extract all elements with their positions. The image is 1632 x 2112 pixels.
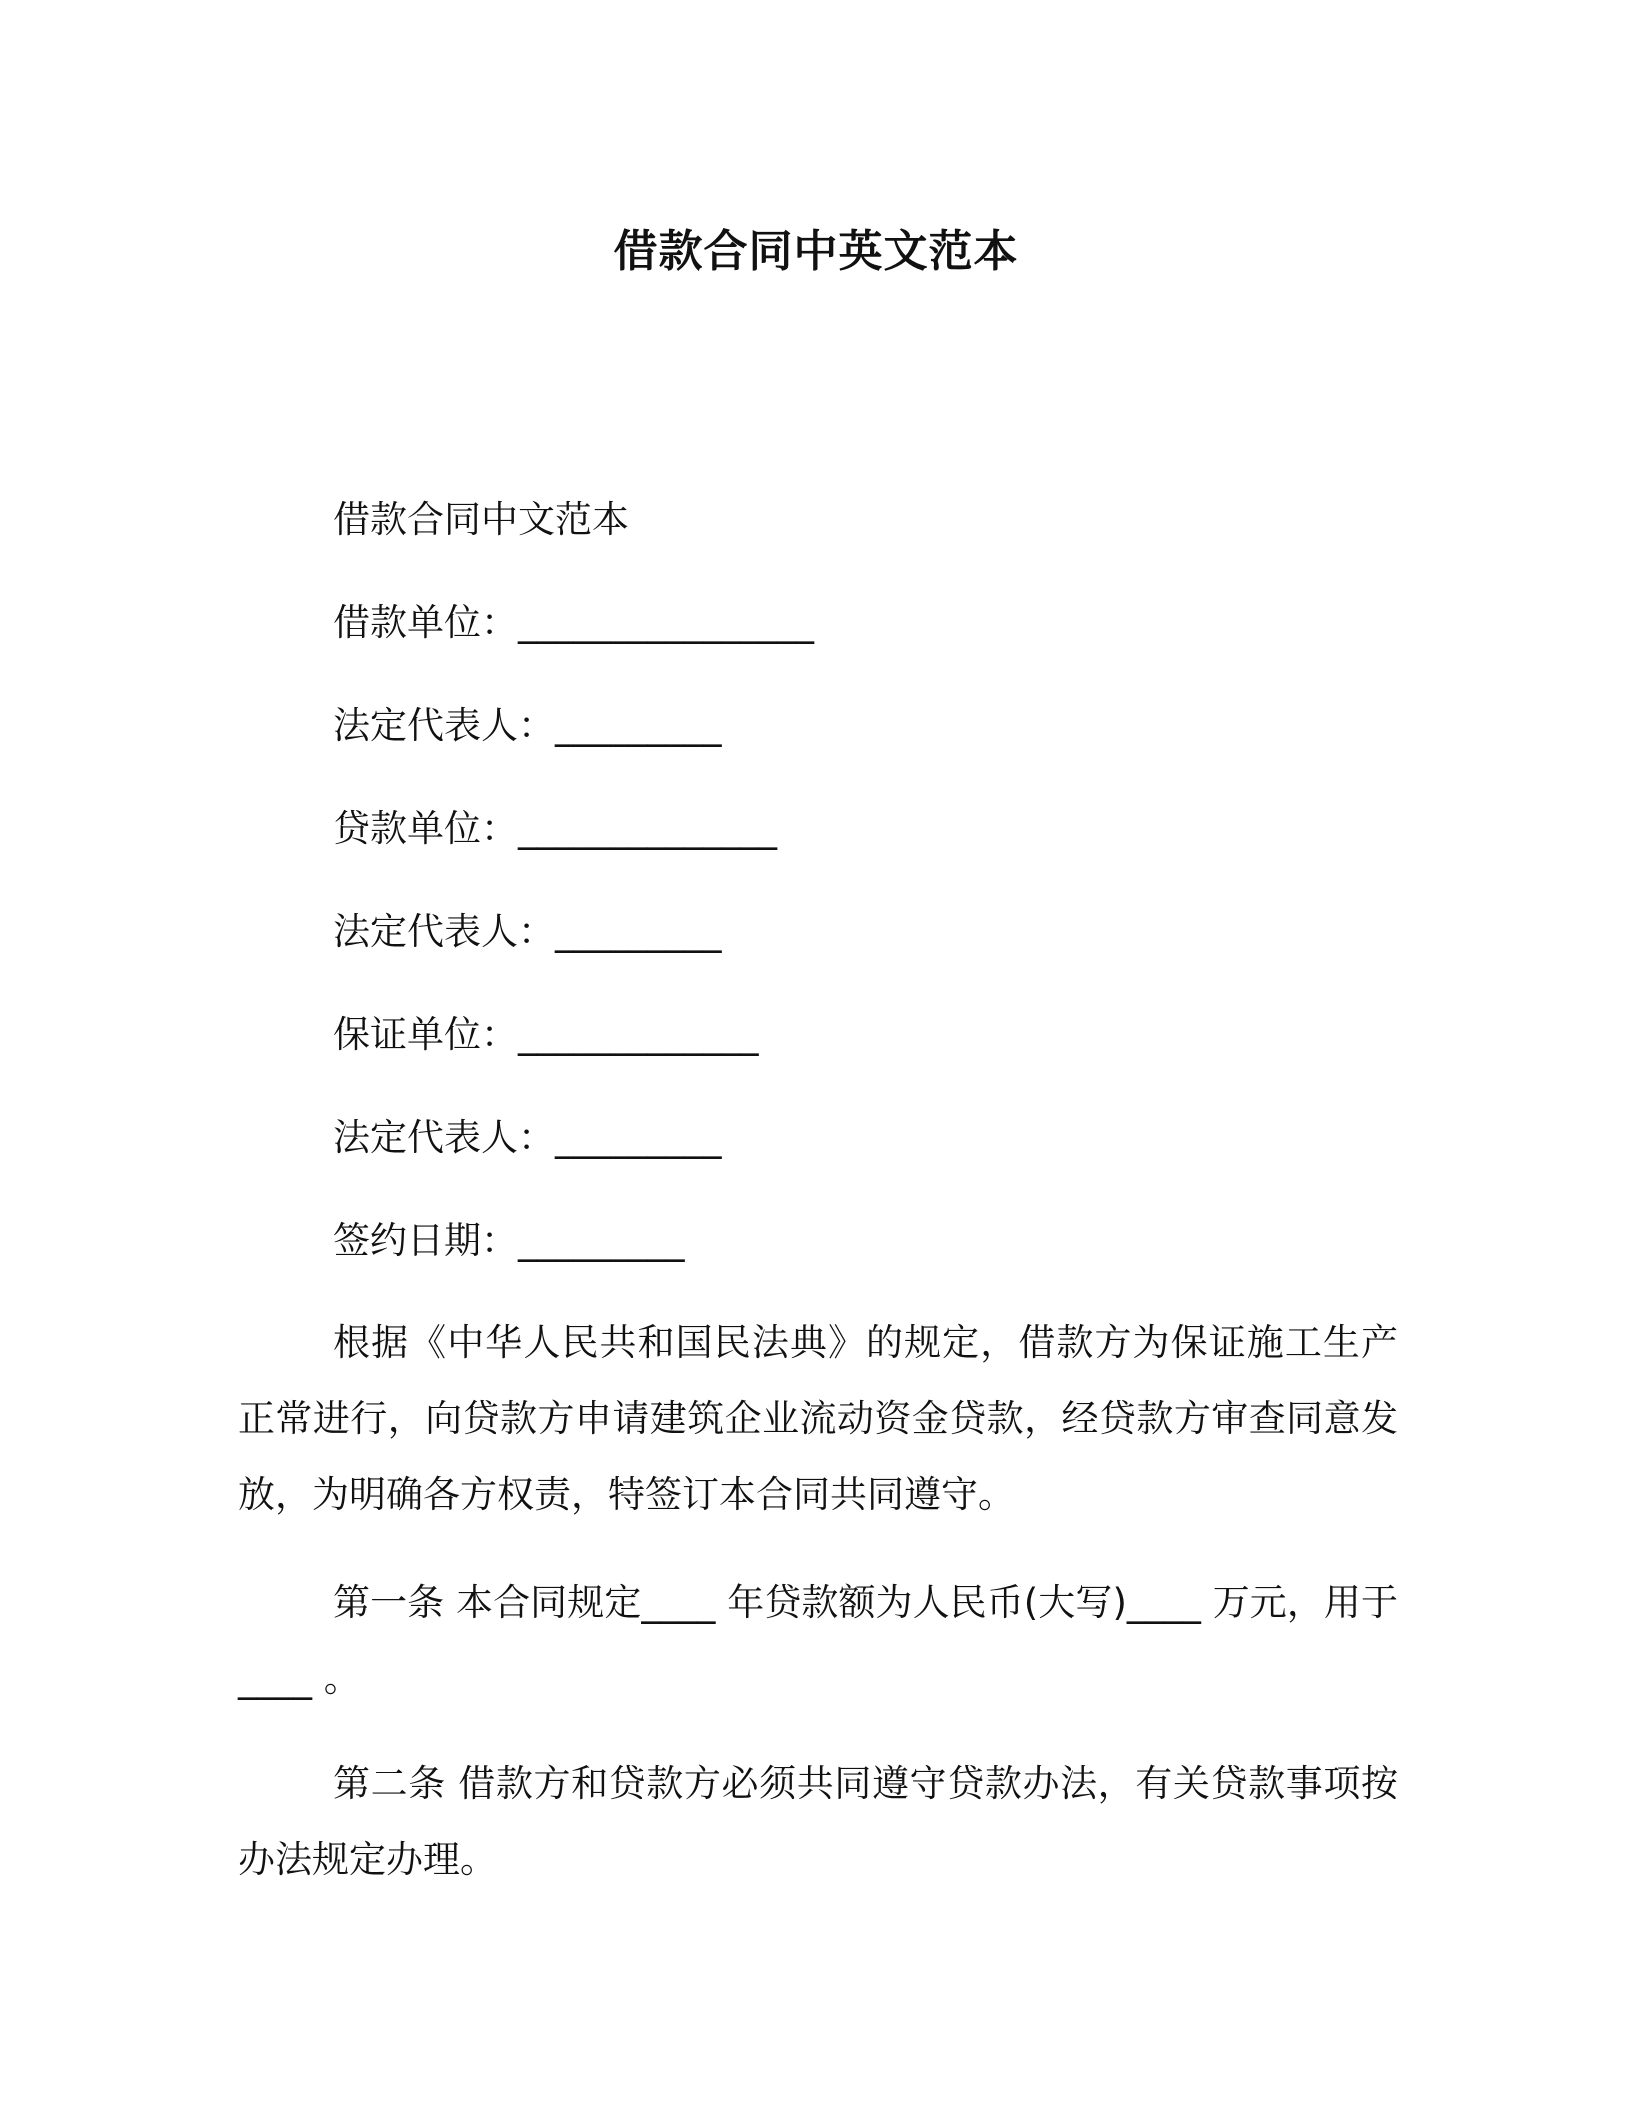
article-two-paragraph: 第二条 借款方和贷款方必须共同遵守贷款办法，有关贷款事项按办法规定办理。 — [238, 1762, 1398, 1881]
section-subtitle: 借款合同中文范本 — [333, 498, 629, 541]
field-borrower-representative: 法定代表人：_________ — [333, 704, 722, 747]
field-guarantor: 保证单位：_____________ — [333, 1013, 759, 1056]
document-title: 借款合同中英文范本 — [613, 226, 1019, 277]
preamble-paragraph: 根据《中华人民共和国民法典》的规定，借款方为保证施工生产正常进行，向贷款方申请建筑企业流动资金贷款，经贷款方审查同意发放，为明确各方权责，特签订本合同共同遵守。 — [238, 1321, 1398, 1516]
article-one-paragraph: 第一条 本合同规定____ 年贷款额为人民币(大写)____ 万元，用于____ 。 — [238, 1581, 1398, 1700]
field-guarantor-representative: 法定代表人：_________ — [333, 1116, 722, 1159]
field-borrower: 借款单位：________________ — [333, 601, 814, 644]
field-lender-representative: 法定代表人：_________ — [333, 910, 722, 953]
field-signing-date: 签约日期：_________ — [333, 1219, 685, 1262]
field-lender: 贷款单位：______________ — [333, 807, 777, 850]
